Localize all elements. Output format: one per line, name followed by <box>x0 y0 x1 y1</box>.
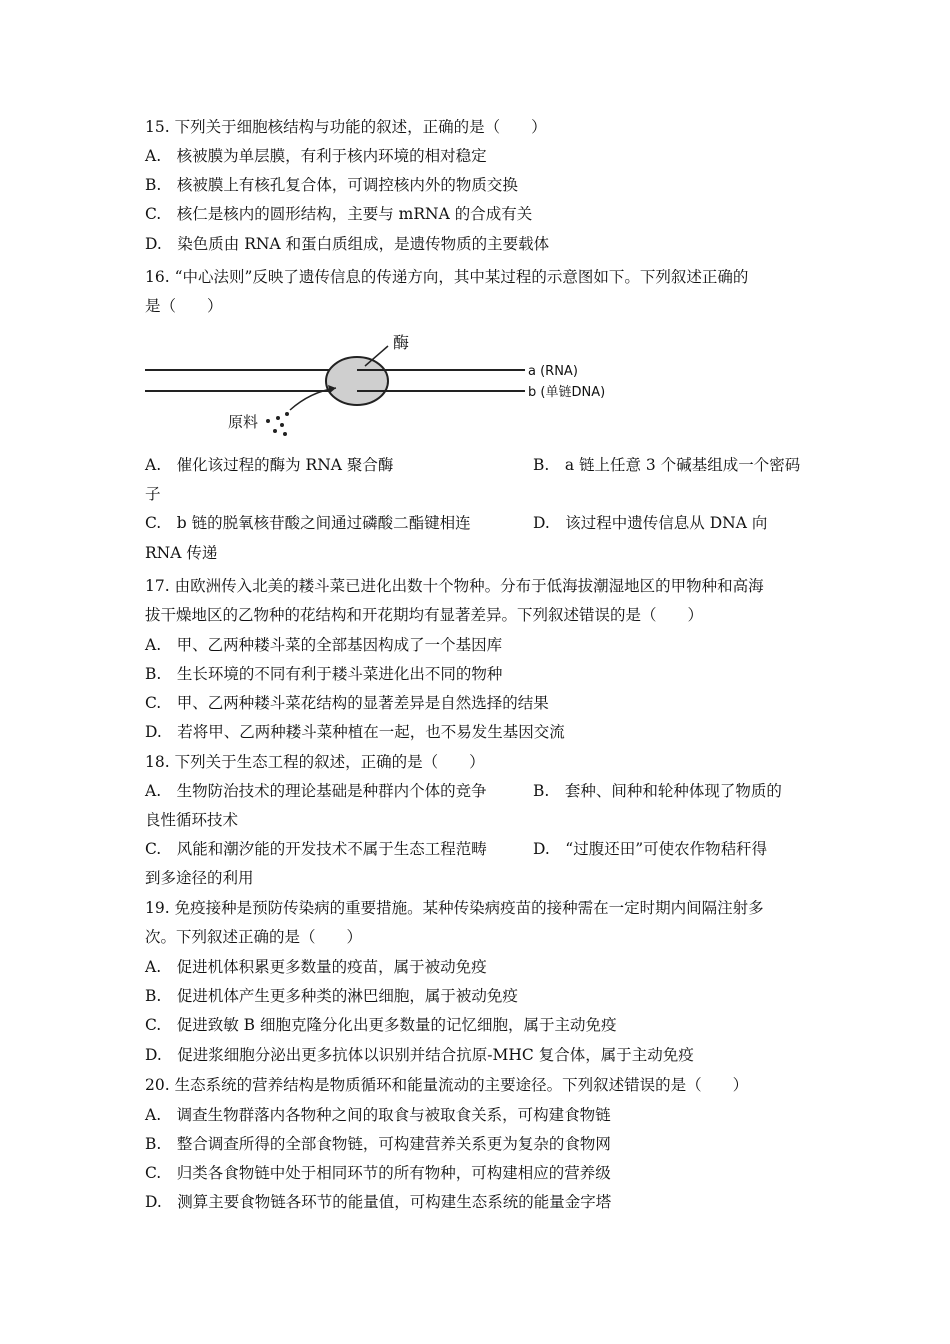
q16-option-c: C. b 链的脱氧核苷酸之间通过磷酸二酯键相连 <box>145 514 471 532</box>
transcription-diagram <box>140 326 640 446</box>
q20-option-d: D. 测算主要食物链各环节的能量值，可构建生态系统的能量金字塔 <box>145 1193 612 1211</box>
q20-option-b: B. 整合调查所得的全部食物链，可构建营养关系更为复杂的食物网 <box>145 1135 611 1153</box>
q19-stem-line1: 19. 免疫接种是预防传染病的重要措施。某种传染病疫苗的接种需在一定时期内间隔注射多 <box>145 899 764 917</box>
q16-option-a: A. 催化该过程的酶为 RNA 聚合酶 <box>145 456 394 474</box>
q16-option-d-line1: D. 该过程中遗传信息从 DNA 向 <box>533 514 768 532</box>
q17-stem-line1: 17. 由欧洲传入北美的耧斗菜已进化出数十个物种。分布于低海拔潮湿地区的甲物种和高海 <box>145 577 764 595</box>
strand-b-label: b (单链DNA) <box>528 385 606 400</box>
q16-option-b-line1: B. a 链上任意 3 个碱基组成一个密码 <box>533 456 801 474</box>
strand-a-label: a (RNA) <box>528 364 578 379</box>
q18-option-b-line1: B. 套种、间种和轮种体现了物质的 <box>533 782 782 800</box>
q20-stem: 20. 生态系统的营养结构是物质循环和能量流动的主要途径。下列叙述错误的是（ ） <box>145 1076 749 1094</box>
q16-stem-line1: 16. “中心法则”反映了遗传信息的传递方向，其中某过程的示意图如下。下列叙述正确的 <box>145 268 749 286</box>
q18-option-d-line1: D. “过腹还田”可使农作物秸秆得 <box>533 840 768 858</box>
q17-option-d: D. 若将甲、乙两种耧斗菜种植在一起，也不易发生基因交流 <box>145 723 565 741</box>
raw-material-label: 原料 <box>228 413 259 431</box>
q15-option-d: D. 染色质由 RNA 和蛋白质组成，是遗传物质的主要载体 <box>145 235 550 253</box>
q20-option-c: C. 归类各食物链中处于相同环节的所有物种，可构建相应的营养级 <box>145 1164 611 1182</box>
q18-stem: 18. 下列关于生态工程的叙述，正确的是（ ） <box>145 753 485 771</box>
q16-option-b-line2: 子 <box>145 485 161 503</box>
q16-option-d-line2: RNA 传递 <box>145 544 218 562</box>
q15-option-c: C. 核仁是核内的圆形结构，主要与 mRNA 的合成有关 <box>145 205 533 223</box>
q17-option-a: A. 甲、乙两种耧斗菜的全部基因构成了一个基因库 <box>145 636 503 654</box>
q18-option-a: A. 生物防治技术的理论基础是种群内个体的竞争 <box>145 782 487 800</box>
q18-option-d-line2: 到多途径的利用 <box>145 869 254 887</box>
q15-stem: 15. 下列关于细胞核结构与功能的叙述，正确的是（ ） <box>145 118 547 136</box>
enzyme-ellipse <box>326 357 388 405</box>
q17-stem-line2: 拔干燥地区的乙物种的花结构和开花期均有显著差异。下列叙述错误的是（ ） <box>145 606 704 624</box>
q19-option-a: A. 促进机体积累更多数量的疫苗，属于被动免疫 <box>145 958 487 976</box>
q19-option-d: D. 促进浆细胞分泌出更多抗体以识别并结合抗原-MHC 复合体，属于主动免疫 <box>145 1046 694 1064</box>
q18-option-b-line2: 良性循环技术 <box>145 811 239 829</box>
q17-option-b: B. 生长环境的不同有利于耧斗菜进化出不同的物种 <box>145 665 503 683</box>
q18-option-c: C. 风能和潮汐能的开发技术不属于生态工程范畴 <box>145 840 487 858</box>
q17-option-c: C. 甲、乙两种耧斗菜花结构的显著差异是自然选择的结果 <box>145 694 549 712</box>
q19-option-b: B. 促进机体产生更多种类的淋巴细胞，属于被动免疫 <box>145 987 518 1005</box>
q16-stem-line2: 是（ ） <box>145 297 223 315</box>
q19-option-c: C. 促进致敏 B 细胞克隆分化出更多数量的记忆细胞，属于主动免疫 <box>145 1016 617 1034</box>
q15-option-b: B. 核被膜上有核孔复合体，可调控核内外的物质交换 <box>145 176 518 194</box>
enzyme-label: 酶 <box>393 333 410 352</box>
q15-option-a: A. 核被膜为单层膜，有利于核内环境的相对稳定 <box>145 147 487 165</box>
q19-stem-line2: 次。下列叙述正确的是（ ） <box>145 928 363 946</box>
q20-option-a: A. 调查生物群落内各物种之间的取食与被取食关系，可构建食物链 <box>145 1106 611 1124</box>
